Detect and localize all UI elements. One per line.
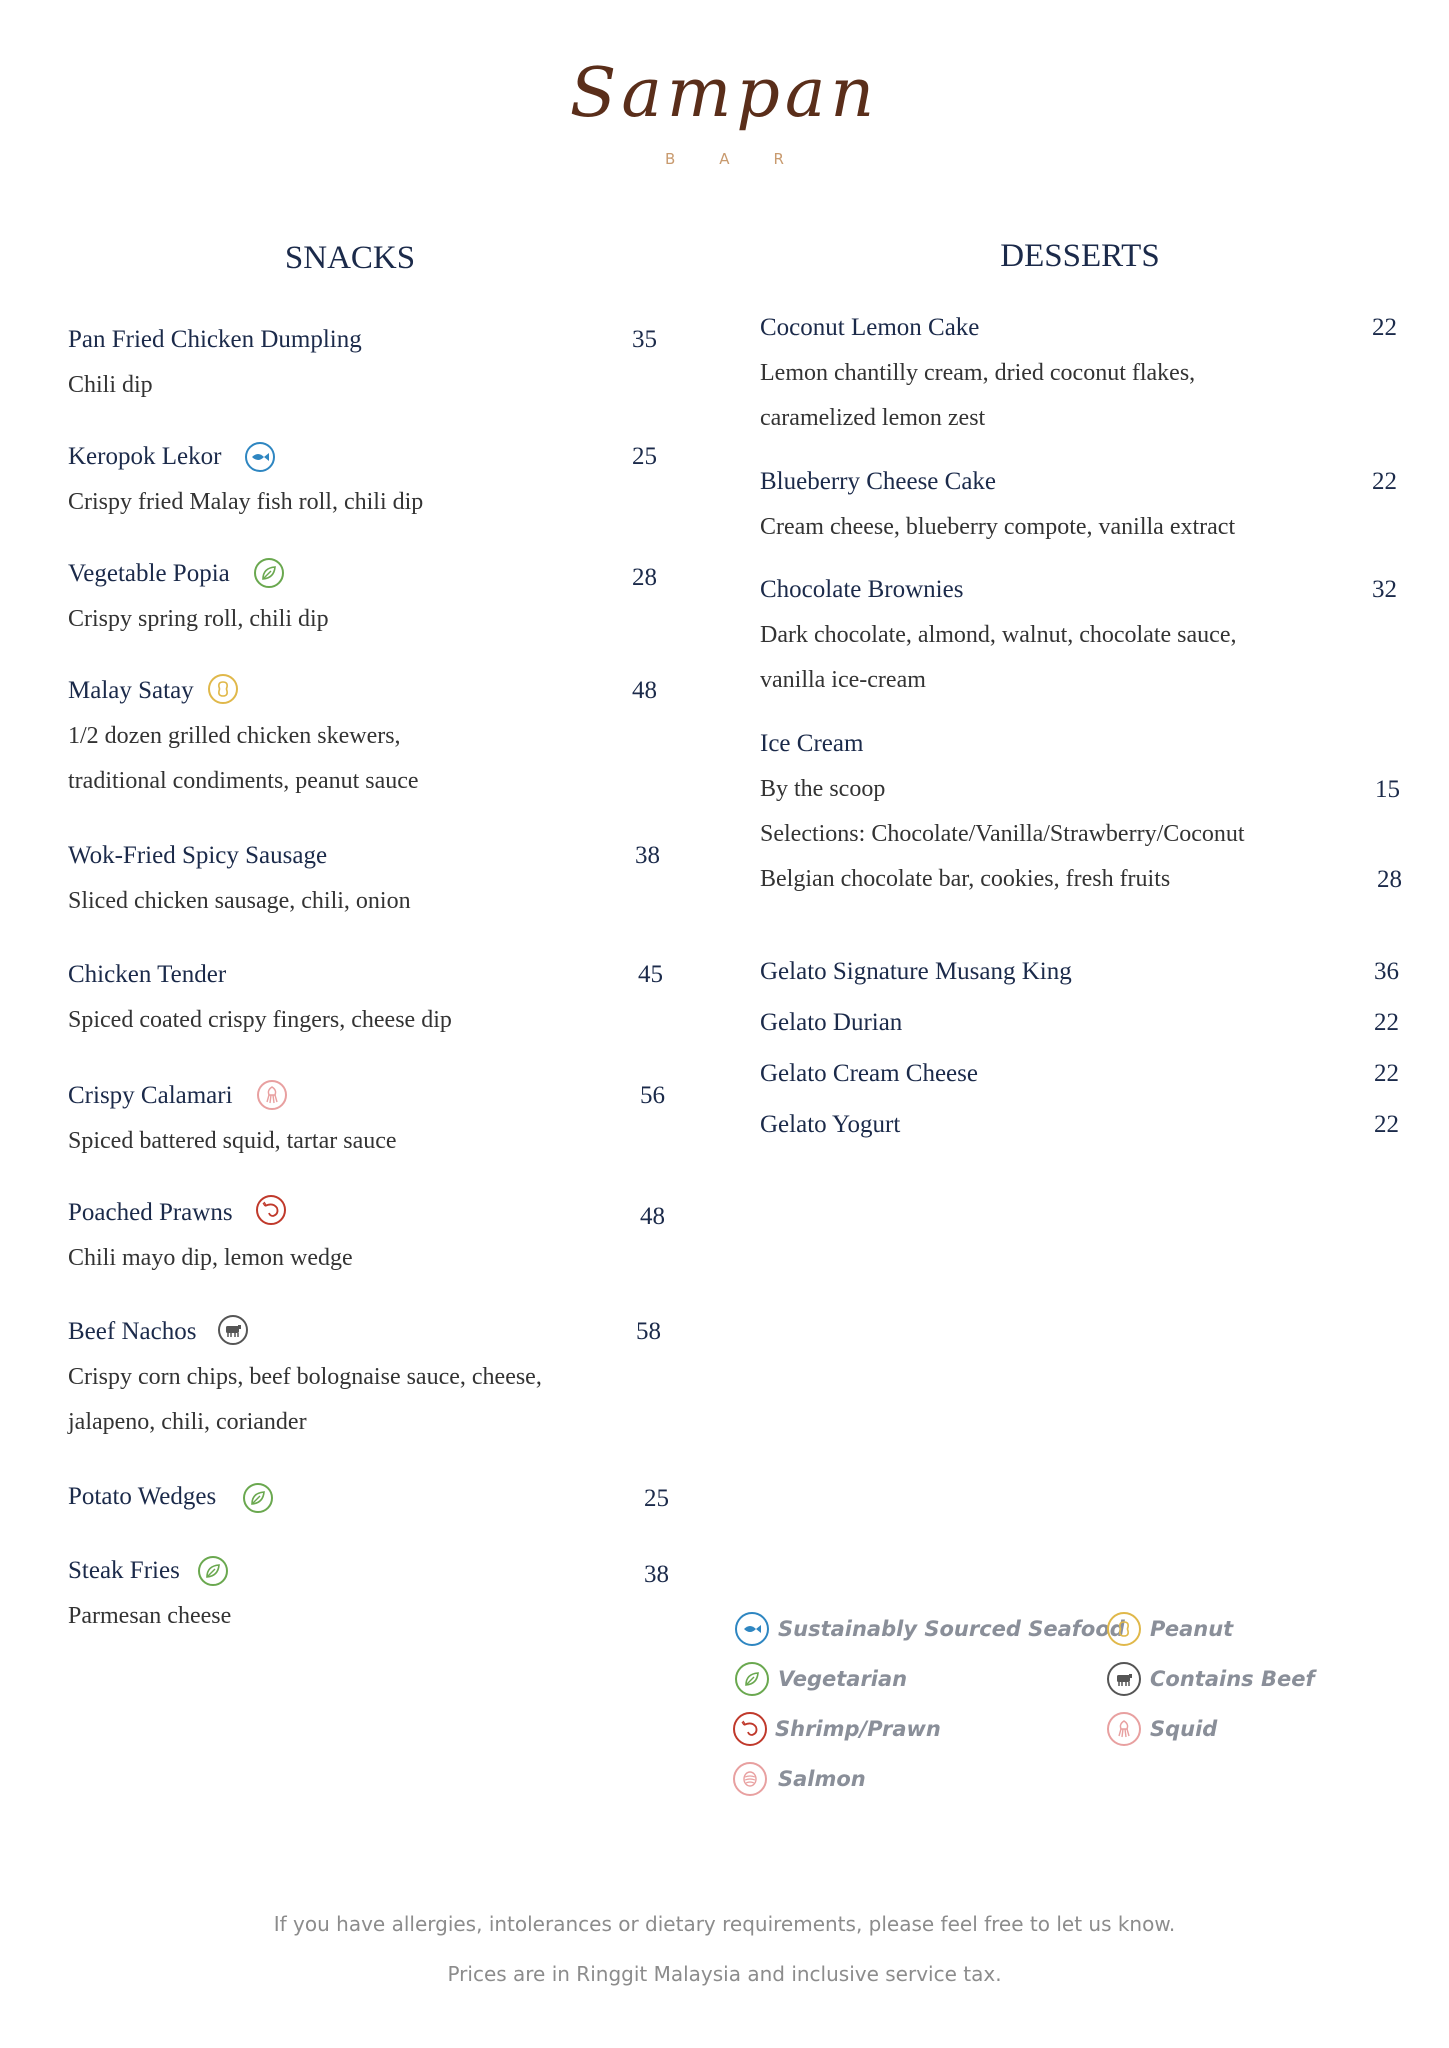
item-price: 35	[632, 326, 657, 353]
item-name: Steak Fries	[68, 1557, 180, 1584]
item-desc: traditional condiments, peanut sauce	[68, 768, 419, 794]
item-price: 32	[1372, 576, 1397, 603]
item-desc: Cream cheese, blueberry compote, vanilla extract	[760, 514, 1236, 540]
item-name: Keropok Lekor	[68, 443, 222, 470]
item-desc: Crispy corn chips, beef bolognaise sauce, cheese,	[68, 1364, 542, 1390]
item-price: 28	[632, 564, 657, 591]
item-name: Beef Nachos	[68, 1318, 197, 1345]
item-desc: 1/2 dozen grilled chicken skewers,	[68, 723, 401, 749]
legend-label: Contains Beef	[1150, 1667, 1315, 1691]
legend-label: Squid	[1150, 1717, 1218, 1741]
item-price: 22	[1374, 1009, 1399, 1036]
item-name: Malay Satay	[68, 677, 194, 704]
fish-icon	[735, 1612, 769, 1646]
legend-label: Peanut	[1150, 1617, 1234, 1641]
item-desc: Spiced coated crispy fingers, cheese dip	[68, 1007, 452, 1033]
item-price: 22	[1374, 1060, 1399, 1087]
leaf-icon	[254, 558, 284, 588]
item-desc: Spiced battered squid, tartar sauce	[68, 1128, 397, 1154]
allergy-note: If you have allergies, intolerances or dietary requirements, please feel free to let us know.	[273, 1912, 1176, 1936]
item-name: Potato Wedges	[68, 1483, 217, 1510]
prawn-icon	[733, 1712, 767, 1746]
item-name: Wok-Fried Spicy Sausage	[68, 842, 328, 869]
item-price: 48	[640, 1203, 665, 1230]
item-desc: Parmesan cheese	[68, 1603, 232, 1629]
item-price: 38	[644, 1561, 669, 1588]
prawn-icon	[256, 1195, 286, 1225]
legend-label: Sustainably Sourced Seafood	[778, 1617, 1125, 1641]
legend-label: Salmon	[778, 1767, 866, 1791]
item-name: Chicken Tender	[68, 961, 227, 988]
item-price: 22	[1372, 314, 1397, 341]
peanut-icon	[208, 674, 238, 704]
squid-icon	[1107, 1712, 1141, 1746]
leaf-icon	[735, 1662, 769, 1696]
squid-icon	[257, 1080, 287, 1110]
item-desc: By the scoop	[760, 776, 886, 802]
item-price: 36	[1374, 958, 1399, 985]
logo-name: Sampan	[569, 54, 880, 133]
item-price: 25	[644, 1485, 669, 1512]
item-desc: Sliced chicken sausage, chili, onion	[68, 888, 411, 914]
item-desc: Chili mayo dip, lemon wedge	[68, 1245, 353, 1271]
item-name: Vegetable Popia	[68, 560, 230, 587]
leaf-icon	[243, 1483, 273, 1513]
item-desc: Crispy spring roll, chili dip	[68, 606, 329, 632]
item-name: Crispy Calamari	[68, 1082, 233, 1109]
snacks-heading: SNACKS	[284, 240, 416, 276]
item-desc: caramelized lemon zest	[760, 405, 986, 431]
salmon-icon	[733, 1762, 767, 1796]
item-price: 48	[632, 677, 657, 704]
item-name: Gelato Cream Cheese	[760, 1060, 978, 1087]
item-name: Pan Fried Chicken Dumpling	[68, 326, 362, 353]
item-price: 25	[632, 443, 657, 470]
item-desc: Selections: Chocolate/Vanilla/Strawberry/Coconut	[760, 821, 1245, 847]
legend-label: Shrimp/Prawn	[775, 1717, 941, 1741]
item-price: 58	[636, 1318, 661, 1345]
item-name: Chocolate Brownies	[760, 576, 964, 603]
price-note: Prices are in Ringgit Malaysia and inclusive service tax.	[447, 1962, 1002, 1986]
item-price: 45	[638, 961, 663, 988]
item-price: 28	[1377, 866, 1402, 893]
item-price: 15	[1375, 776, 1400, 803]
peanut-icon	[1107, 1612, 1141, 1646]
desserts-heading: DESSERTS	[1000, 238, 1160, 274]
item-desc: Lemon chantilly cream, dried coconut flakes,	[760, 360, 1196, 386]
leaf-icon	[198, 1556, 228, 1586]
beef-icon	[1107, 1662, 1141, 1696]
item-name: Coconut Lemon Cake	[760, 314, 980, 341]
item-name: Gelato Yogurt	[760, 1111, 901, 1138]
item-price: 38	[635, 842, 660, 869]
item-desc: Chili dip	[68, 372, 153, 398]
item-name: Blueberry Cheese Cake	[760, 468, 997, 495]
logo-subtitle: BAR	[665, 150, 828, 168]
beef-icon	[218, 1315, 248, 1345]
item-desc: vanilla ice-cream	[760, 667, 926, 693]
item-price: 22	[1374, 1111, 1399, 1138]
item-desc: Dark chocolate, almond, walnut, chocolate sauce,	[760, 622, 1237, 648]
item-name: Gelato Signature Musang King	[760, 958, 1072, 985]
item-price: 22	[1372, 468, 1397, 495]
item-desc: Crispy fried Malay fish roll, chili dip	[68, 489, 424, 515]
fish-icon	[245, 442, 275, 472]
legend-label: Vegetarian	[778, 1667, 908, 1691]
logo	[0, 54, 1449, 168]
item-price: 56	[640, 1082, 665, 1109]
item-name: Poached Prawns	[68, 1199, 233, 1226]
item-desc: Belgian chocolate bar, cookies, fresh fruits	[760, 866, 1171, 892]
item-desc: jalapeno, chili, coriander	[68, 1409, 307, 1435]
item-name: Gelato Durian	[760, 1009, 903, 1036]
item-name: Ice Cream	[760, 730, 864, 757]
